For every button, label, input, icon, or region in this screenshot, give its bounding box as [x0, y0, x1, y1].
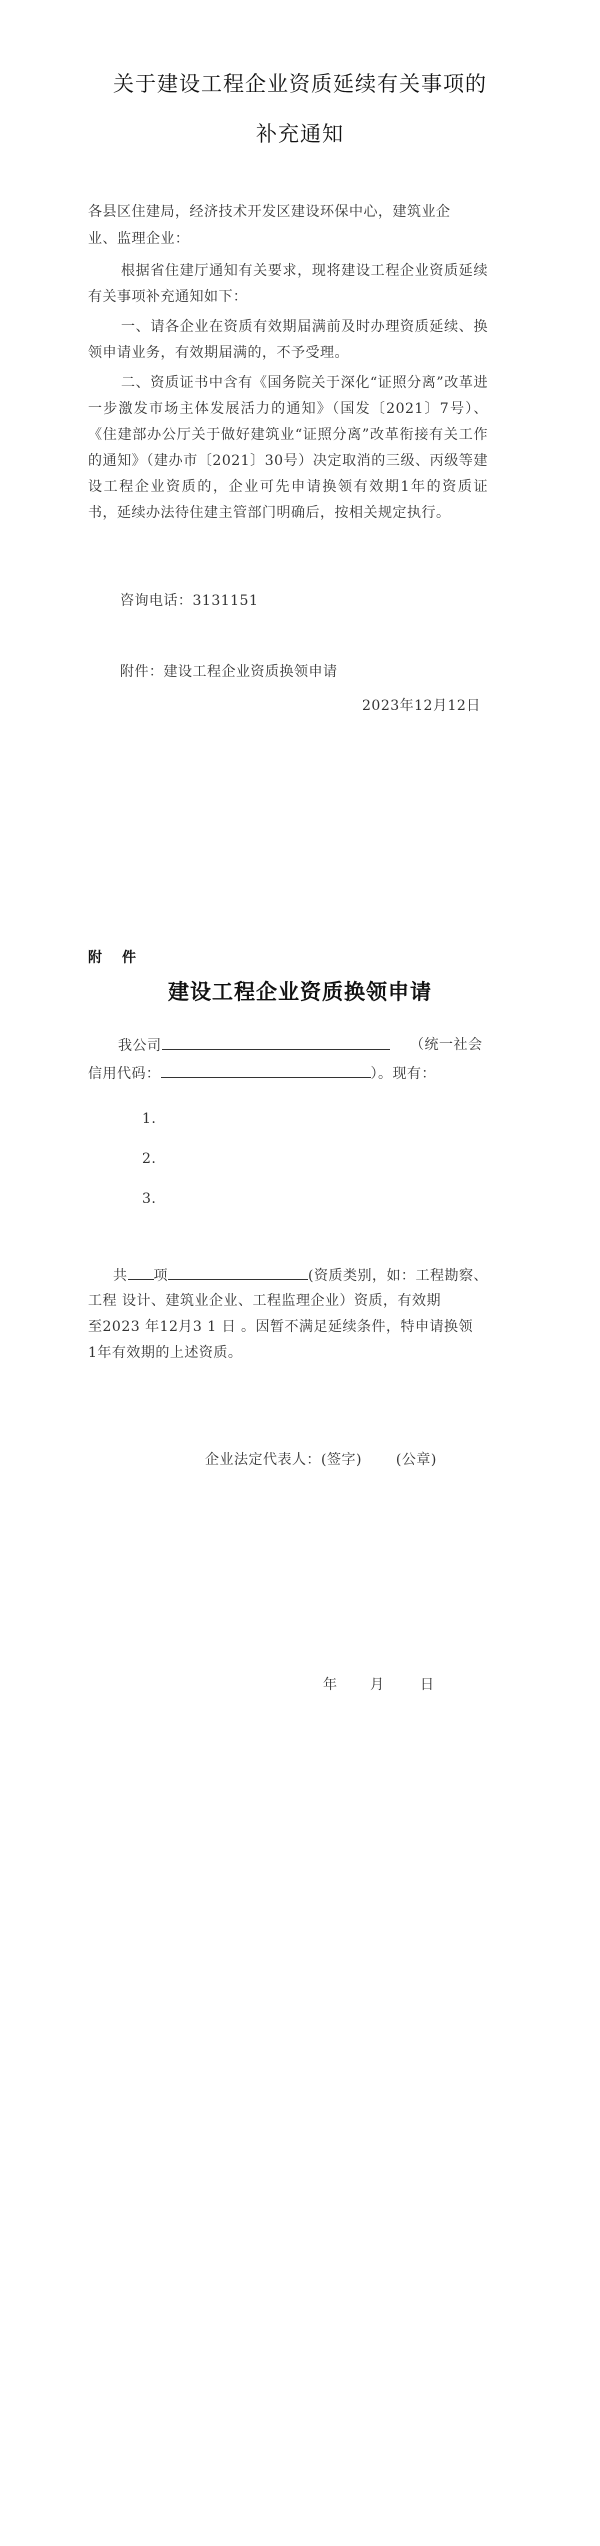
- total-line: [113, 1263, 488, 1288]
- total-suffix: (资质类别，如：工程勘察、: [308, 1268, 488, 1284]
- notice-title-line1: 关于建设工程企业资质延续有关事项的: [113, 72, 487, 96]
- total-count-blank[interactable]: [128, 1263, 154, 1280]
- total-mid: 项: [153, 1268, 168, 1284]
- total-line-3: 至2023 年12月3 1 日 。因暂不满足延续条件，特申请换领: [88, 1319, 474, 1335]
- total-line-2: 工程 设计、建筑业企业、工程监理企业）资质，有效期: [88, 1293, 441, 1309]
- consult-phone: 咨询电话：3131151: [120, 593, 259, 609]
- qualification-blank[interactable]: [168, 1263, 308, 1280]
- notice-paragraph-3: 二、资质证书中含有《国务院关于深化“证照分离”改革进一步激发市场主体发展活力的通知》（国发〔2021〕7号）、《住建部办公厅关于做好建筑业“证照分离”改革衔接有关工作的通知》（建办市〔2021〕30号）决定取消的三级、丙级等建设工程企业资质的，企业可先申请换领有效期1年的资质证书，延续办法待住建主管部门明确后，按相关规定执行。: [88, 375, 488, 521]
- credit-code-prefix: 信用代码：: [88, 1066, 161, 1082]
- attachment-note: 附件：建设工程企业资质换领申请: [120, 664, 338, 680]
- list-item-2: 2.: [142, 1151, 157, 1167]
- notice-date: 2023年12月12日: [362, 698, 481, 714]
- list-item-3: 3.: [142, 1191, 157, 1207]
- form-date-day: 日: [420, 1677, 435, 1693]
- company-name-blank[interactable]: [162, 1033, 390, 1050]
- recipients-line1: 各县区住建局，经济技术开发区建设环保中心，建筑业企: [88, 204, 451, 220]
- notice-paragraph-2: 一、请各企业在资质有效期届满前及时办理资质延续、换领申请业务，有效期届满的，不予受理。: [88, 319, 488, 361]
- legal-rep-signature: 企业法定代表人：(签字) (公章): [205, 1452, 437, 1468]
- total-prefix: 共: [113, 1268, 128, 1284]
- notice-title-line2: 补充通知: [256, 122, 344, 146]
- form-title: 建设工程企业资质换领申请: [168, 980, 432, 1004]
- credit-code-suffix: ）。现有：: [370, 1066, 436, 1082]
- company-line: [118, 1033, 390, 1058]
- recipients-line2: 业、监理企业：: [88, 231, 190, 247]
- company-prefix: 我公司: [118, 1038, 162, 1054]
- total-line-4: 1年有效期的上述资质。: [88, 1345, 243, 1361]
- form-date-year: 年: [323, 1677, 338, 1693]
- attachment-label: 附 件: [88, 950, 139, 966]
- list-item-1: 1.: [142, 1111, 157, 1127]
- credit-code-line: [88, 1061, 436, 1086]
- form-date-month: 月: [370, 1677, 385, 1693]
- credit-code-blank[interactable]: [161, 1061, 371, 1078]
- notice-paragraph-1: 根据省住建厅通知有关要求，现将建设工程企业资质延续有关事项补充通知如下：: [88, 263, 488, 305]
- credit-suffix: （统一社会: [410, 1037, 483, 1053]
